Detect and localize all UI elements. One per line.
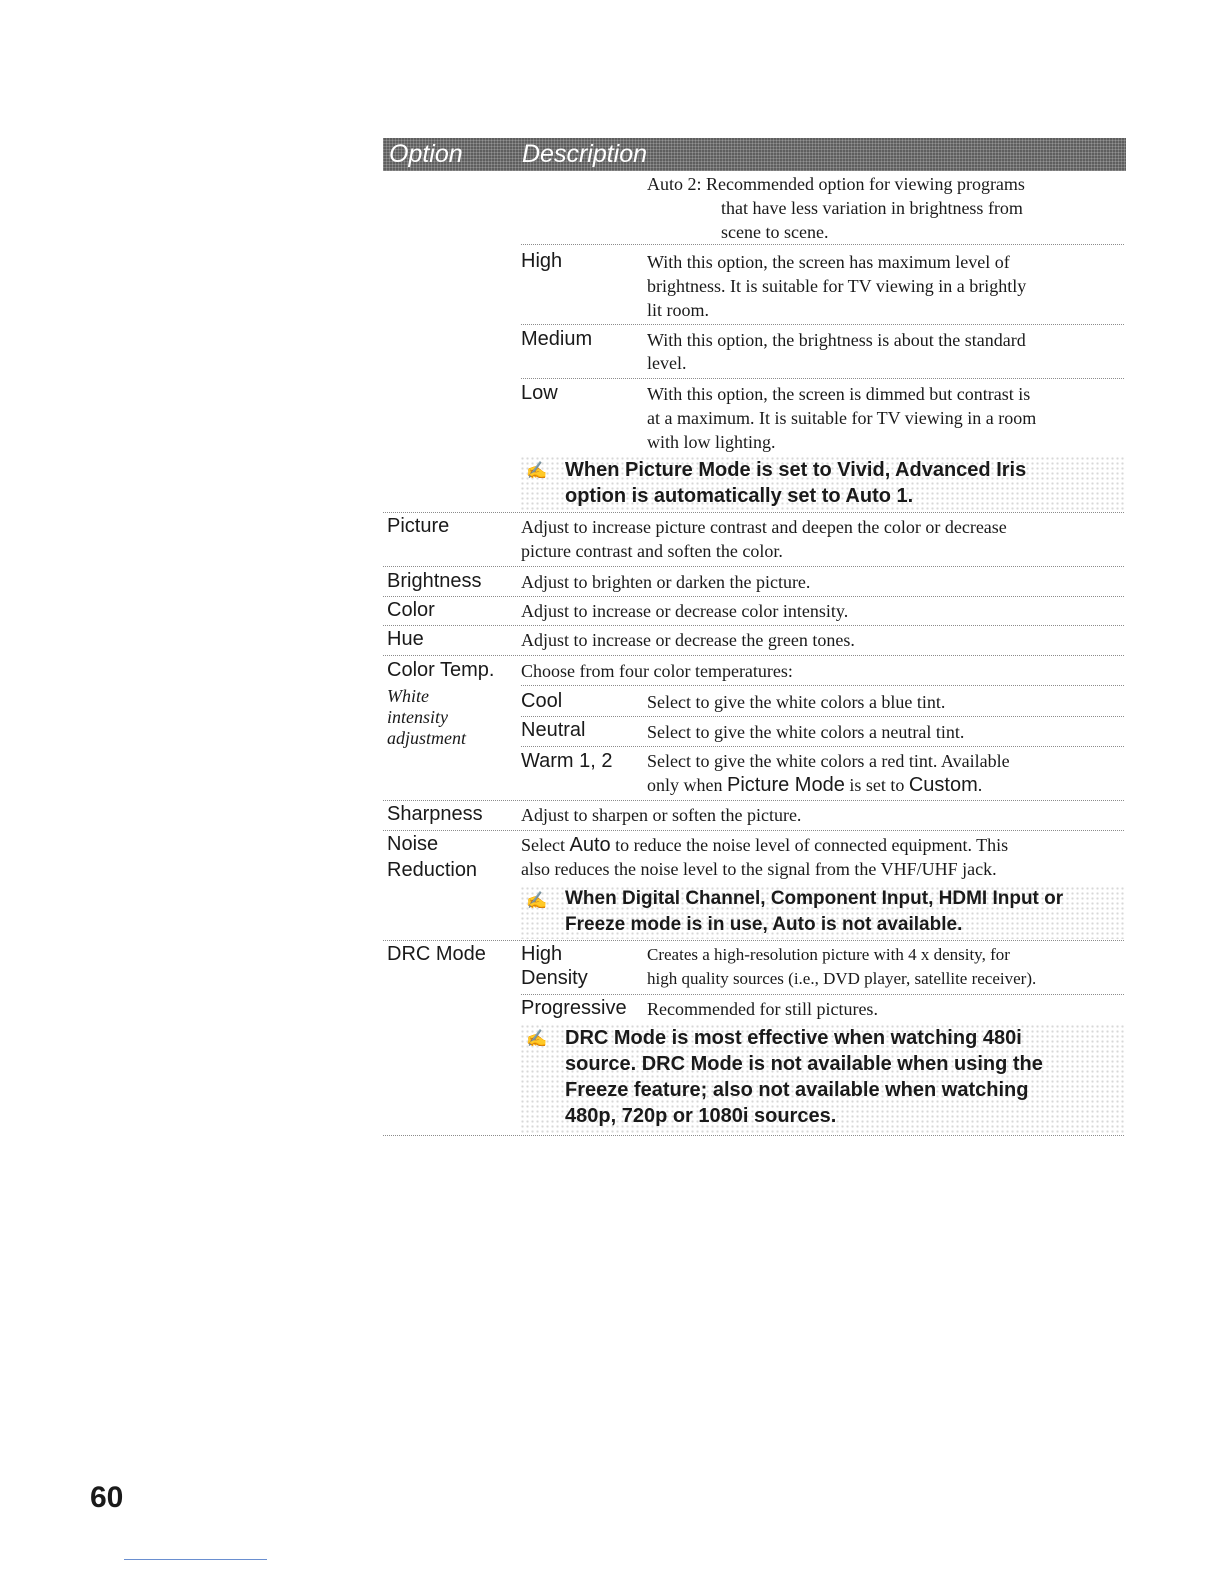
divider: [383, 830, 1124, 831]
note-box-drc-mode: [520, 1024, 1124, 1133]
note2-line-2: Freeze mode is in use, Auto is not available.: [565, 914, 963, 935]
cool-desc: Select to give the white colors a blue tint.: [647, 692, 946, 712]
divider: [383, 512, 1124, 513]
progressive-desc: Recommended for still pictures.: [647, 999, 878, 1019]
page-number: 60: [90, 1481, 124, 1514]
medium-line-2: level.: [647, 353, 687, 373]
note3-line-1: DRC Mode is most effective when watching 480i: [565, 1027, 1022, 1049]
column-header-description: Description: [522, 140, 648, 168]
picture-line-2: picture contrast and soften the color.: [521, 541, 783, 561]
option-sharpness: Sharpness: [387, 803, 483, 825]
high-line-3: lit room.: [647, 300, 709, 320]
option-brightness: Brightness: [387, 570, 482, 592]
term-custom: Custom: [908, 774, 978, 796]
divider: [383, 1135, 1124, 1136]
warm-line-2: [647, 773, 982, 797]
divider: [521, 746, 1124, 747]
note-word: intensity: [387, 707, 448, 727]
high-line-1: With this option, the screen has maximum level of: [647, 252, 1010, 272]
option-hue: Hue: [387, 628, 424, 650]
low-line-3: with low lighting.: [647, 432, 776, 452]
auto2-line-3: scene to scene.: [721, 222, 829, 242]
option-reduction: Reduction: [387, 859, 478, 881]
text: Select: [521, 835, 570, 855]
option-color: Color: [387, 599, 435, 621]
option-noise: Noise: [387, 833, 439, 855]
color-desc: Adjust to increase or decrease color intensity.: [521, 601, 849, 621]
text: only when: [647, 775, 727, 795]
warm-line-1: Select to give the white colors a red tint. Available: [647, 751, 1010, 771]
text: to reduce the noise level of connected equipment. This: [610, 835, 1009, 855]
divider: [521, 716, 1124, 717]
sub-option-neutral: Neutral: [521, 719, 586, 741]
divider: [383, 800, 1124, 801]
low-line-2: at a maximum. It is suitable for TV viewing in a room: [647, 408, 1037, 428]
sub-option-cool: Cool: [521, 690, 563, 712]
note3-line-4: 480p, 720p or 1080i sources.: [565, 1105, 837, 1127]
sub-option-high-density-2: Density: [521, 967, 588, 989]
column-header-option: Option: [389, 140, 463, 168]
sharpness-desc: Adjust to sharpen or soften the picture.: [521, 805, 802, 825]
note-word: White: [387, 686, 429, 706]
high-density-line-2: high quality sources (i.e., DVD player, satellite receiver).: [647, 969, 1037, 988]
note-box-auto-unavailable: [520, 886, 1124, 939]
color-temp-desc: Choose from four color temperatures:: [521, 661, 793, 681]
note3-line-2: source. DRC Mode is not available when using the: [565, 1053, 1043, 1075]
memo-icon: ✍: [526, 1029, 548, 1048]
option-color-temp: Color Temp.: [387, 659, 495, 681]
note-box-advanced-iris: [520, 456, 1124, 512]
divider: [521, 244, 1124, 245]
footer-rule: [124, 1559, 267, 1560]
divider: [383, 625, 1124, 626]
high-density-line-1: Creates a high-resolution picture with 4 x density, for: [647, 945, 1010, 964]
sub-option-progressive: Progressive: [521, 997, 627, 1019]
table-header-bar: [383, 138, 1126, 171]
text: .: [977, 775, 983, 795]
hue-desc: Adjust to increase or decrease the green tones.: [521, 630, 855, 650]
brightness-desc: Adjust to brighten or darken the picture.: [521, 572, 811, 592]
noise-line-1: [521, 833, 1008, 857]
option-drc-mode: DRC Mode: [387, 943, 486, 965]
divider: [383, 655, 1124, 656]
auto2-line-1: Auto 2: Recommended option for viewing programs: [647, 174, 1025, 194]
noise-line-2: also reduces the noise level to the signal from the VHF/UHF jack.: [521, 859, 997, 879]
divider: [383, 940, 1124, 941]
term-auto: Auto: [569, 834, 611, 856]
note2-line-1: When Digital Channel, Component Input, HDMI Input or: [565, 888, 1064, 909]
divider: [383, 596, 1124, 597]
picture-line-1: Adjust to increase picture contrast and deepen the color or decrease: [521, 517, 1007, 537]
sub-option-medium: Medium: [521, 328, 593, 350]
note3-line-3: Freeze feature; also not available when watching: [565, 1079, 1029, 1101]
sub-option-high: High: [521, 250, 563, 272]
option-picture: Picture: [387, 515, 450, 537]
note1-line-1: When Picture Mode is set to Vivid, Advanced Iris: [565, 459, 1027, 481]
sub-option-warm: Warm 1, 2: [521, 750, 613, 772]
note-word: adjustment: [387, 728, 466, 748]
divider: [383, 566, 1124, 567]
memo-icon: ✍: [526, 461, 548, 480]
sub-option-low: Low: [521, 382, 558, 404]
white-intensity-note: [387, 686, 507, 749]
divider: [521, 994, 1124, 995]
term-picture-mode: Picture Mode: [727, 774, 845, 796]
sub-option-high-density-1: High: [521, 943, 563, 965]
divider: [521, 324, 1124, 325]
low-line-1: With this option, the screen is dimmed but contrast is: [647, 384, 1031, 404]
divider: [521, 378, 1124, 379]
neutral-desc: Select to give the white colors a neutral tint.: [647, 722, 965, 742]
auto2-line-2: that have less variation in brightness from: [721, 198, 1023, 218]
memo-icon: ✍: [526, 891, 548, 910]
medium-line-1: With this option, the brightness is about the standard: [647, 330, 1026, 350]
divider: [521, 685, 1124, 686]
text: is set to: [844, 775, 909, 795]
high-line-2: brightness. It is suitable for TV viewing in a brightly: [647, 276, 1027, 296]
note1-line-2: option is automatically set to Auto 1.: [565, 485, 914, 507]
